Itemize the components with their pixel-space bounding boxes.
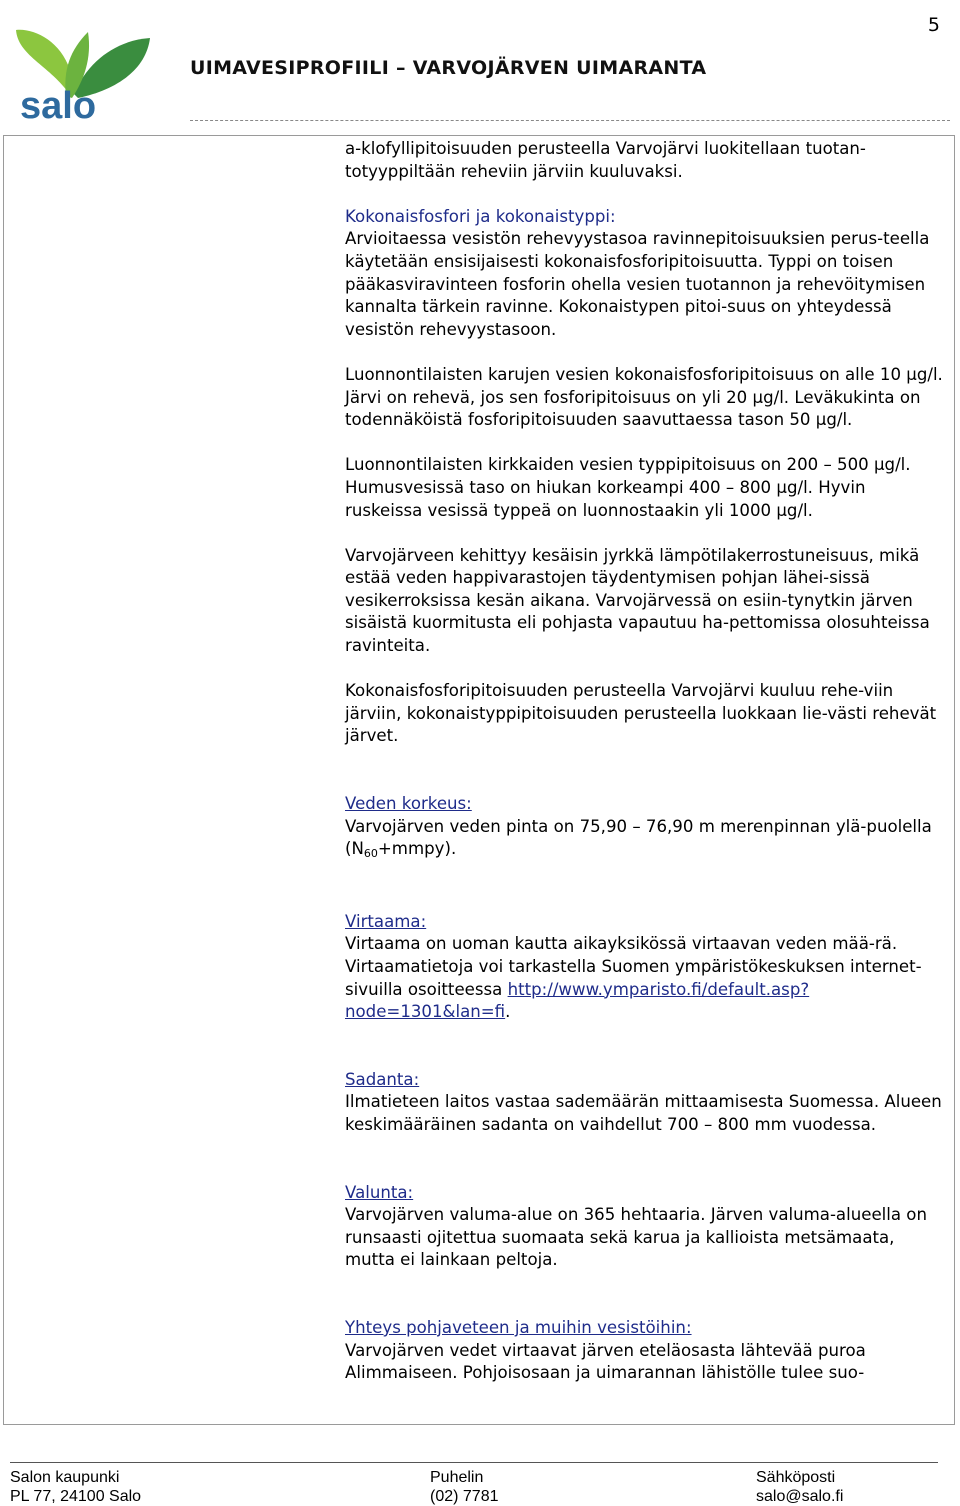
- paragraph-veden-korkeus-end: +mmpy).: [377, 839, 457, 859]
- footer-email-value: salo@salo.fi: [756, 1488, 844, 1505]
- logo-wordmark: salo: [20, 85, 97, 125]
- paragraph-kerrostuneisuus: Varvojärveen kehittyy kesäisin jyrkkä lämpötilakerrostuneisuus, mikä estää veden happivarastojen täydentymisen pohjan lähei-sissä vesikerroksissa kesän aikana. Varvojärvessä on esiin-tynytkin järven sisäistä kuormitusta eli pohjasta vapautuu ha-pettomissa olosuhteissa ravinteita.: [345, 545, 930, 656]
- section-heading-yhteys: Yhteys pohjaveteen ja muihin vesistöihin:: [345, 1317, 692, 1337]
- document-body: [345, 138, 945, 1407]
- footer-address: [10, 1468, 141, 1506]
- logo-leaf-left: [16, 30, 70, 92]
- footer-phone-label: Puhelin: [430, 1469, 484, 1486]
- section-heading-virtaama: Virtaama:: [345, 911, 427, 931]
- document-title: UIMAVESIPROFIILI – VARVOJÄRVEN UIMARANTA: [190, 57, 707, 79]
- footer-email-label: Sähköposti: [756, 1469, 836, 1486]
- paragraph-yhteys: Varvojärven vedet virtaavat järven eteläosasta lähtevää puroa Alimmaiseen. Pohjoisosaan ja uimarannan lähistölle tulee suo-: [345, 1340, 866, 1383]
- footer-divider: [10, 1462, 938, 1463]
- paragraph-virtaama-end: .: [505, 1002, 511, 1022]
- section-yhteys: [345, 1317, 945, 1385]
- section-heading-sadanta: Sadanta:: [345, 1069, 420, 1089]
- section-heading-kokonaisfosfori: Kokonaisfosfori ja kokonaistyppi:: [345, 206, 616, 226]
- salo-logo: [8, 10, 158, 125]
- section-valunta: [345, 1182, 945, 1272]
- paragraph-fosforipitoisuus: Luonnontilaisten karujen vesien kokonaisfosforipitoisuus on alle 10 μg/l. Järvi on rehevä, jos sen fosforipitoisuus on yli 20 μg/l. Leväkukinta on todennäköistä fosforipitoisuuden saavuttaessa tason 50 μg/l.: [345, 364, 943, 430]
- subscript-n60: 60: [363, 847, 378, 861]
- paragraph-veden-korkeus: Varvojärven veden pinta on 75,90 – 76,90 m merenpinnan ylä-puolella (N: [345, 816, 932, 859]
- paragraph-virtaama: Virtaama on uoman kautta aikayksikössä virtaavan veden mää-rä. Virtaamatietoja voi tarkastella Suomen ympäristökeskuksen internet-sivuilla osoitteessa: [345, 934, 922, 999]
- section-virtaama: [345, 911, 945, 1024]
- paragraph-sadanta: Ilmatieteen laitos vastaa sademäärän mittaamisesta Suomessa. Alueen keskimääräinen sadanta on vaihdellut 700 – 800 mm vuodessa.: [345, 1092, 942, 1134]
- header-divider: [190, 120, 950, 121]
- ymparisto-link[interactable]: http://www.ymparisto.fi/default.asp?node=1301&lan=fi: [345, 979, 810, 1022]
- section-kokonaisfosfori: [345, 206, 945, 342]
- page-number: 5: [927, 14, 940, 36]
- paragraph-klorofylli: a-klofyllipitoisuuden perusteella Varvojärvi luokitellaan tuotan-totyyppiltään reheviin järviin kuuluvaksi.: [345, 139, 866, 181]
- section-sadanta: [345, 1069, 945, 1137]
- footer-address-value: PL 77, 24100 Salo: [10, 1488, 142, 1505]
- footer-org-label: Salon kaupunki: [10, 1469, 120, 1486]
- paragraph-typpipitoisuus: Luonnontilaisten kirkkaiden vesien typpipitoisuus on 200 – 500 μg/l. Humusvesissä taso on hiukan korkeampi 400 – 800 μg/l. Hyvin ruskeissa vesissä typpeä on luonnostaakin yli 1000 μg/l.: [345, 455, 911, 520]
- section-veden-korkeus: [345, 793, 945, 866]
- footer-email: [756, 1468, 843, 1506]
- footer-phone: [430, 1468, 499, 1506]
- section-heading-valunta: Valunta:: [345, 1182, 414, 1202]
- section-heading-veden-korkeus: Veden korkeus:: [345, 794, 472, 814]
- paragraph-luokitus: Kokonaisfosforipitoisuuden perusteella Varvojärvi kuuluu rehe-viin järviin, kokonaistyppipitoisuuden perusteella luokkaan lie-västi rehevät järvet.: [345, 681, 937, 746]
- footer-phone-value: (02) 7781: [430, 1488, 499, 1505]
- paragraph-valunta: Varvojärven valuma-alue on 365 hehtaaria. Järven valuma-alueella on runsaasti ojitettua suomaata sekä karua ja kallioista metsämaata, mutta ei lainkaan peltoja.: [345, 1205, 927, 1270]
- paragraph-kokonaisfosfori: Arvioitaessa vesistön rehevyystasoa ravinnepitoisuuksien perus-teella käytetään ensisijaisesti kokonaisfosforipitoisuutta. Typpi on toisen pääkasviravinteen fosforin ohella vesien tuotannon ja rehevöitymisen kannalta tärkein ravinne. Kokonaistypen pitoi-suus on yhteydessä vesistön rehevyystasoon.: [345, 229, 930, 339]
